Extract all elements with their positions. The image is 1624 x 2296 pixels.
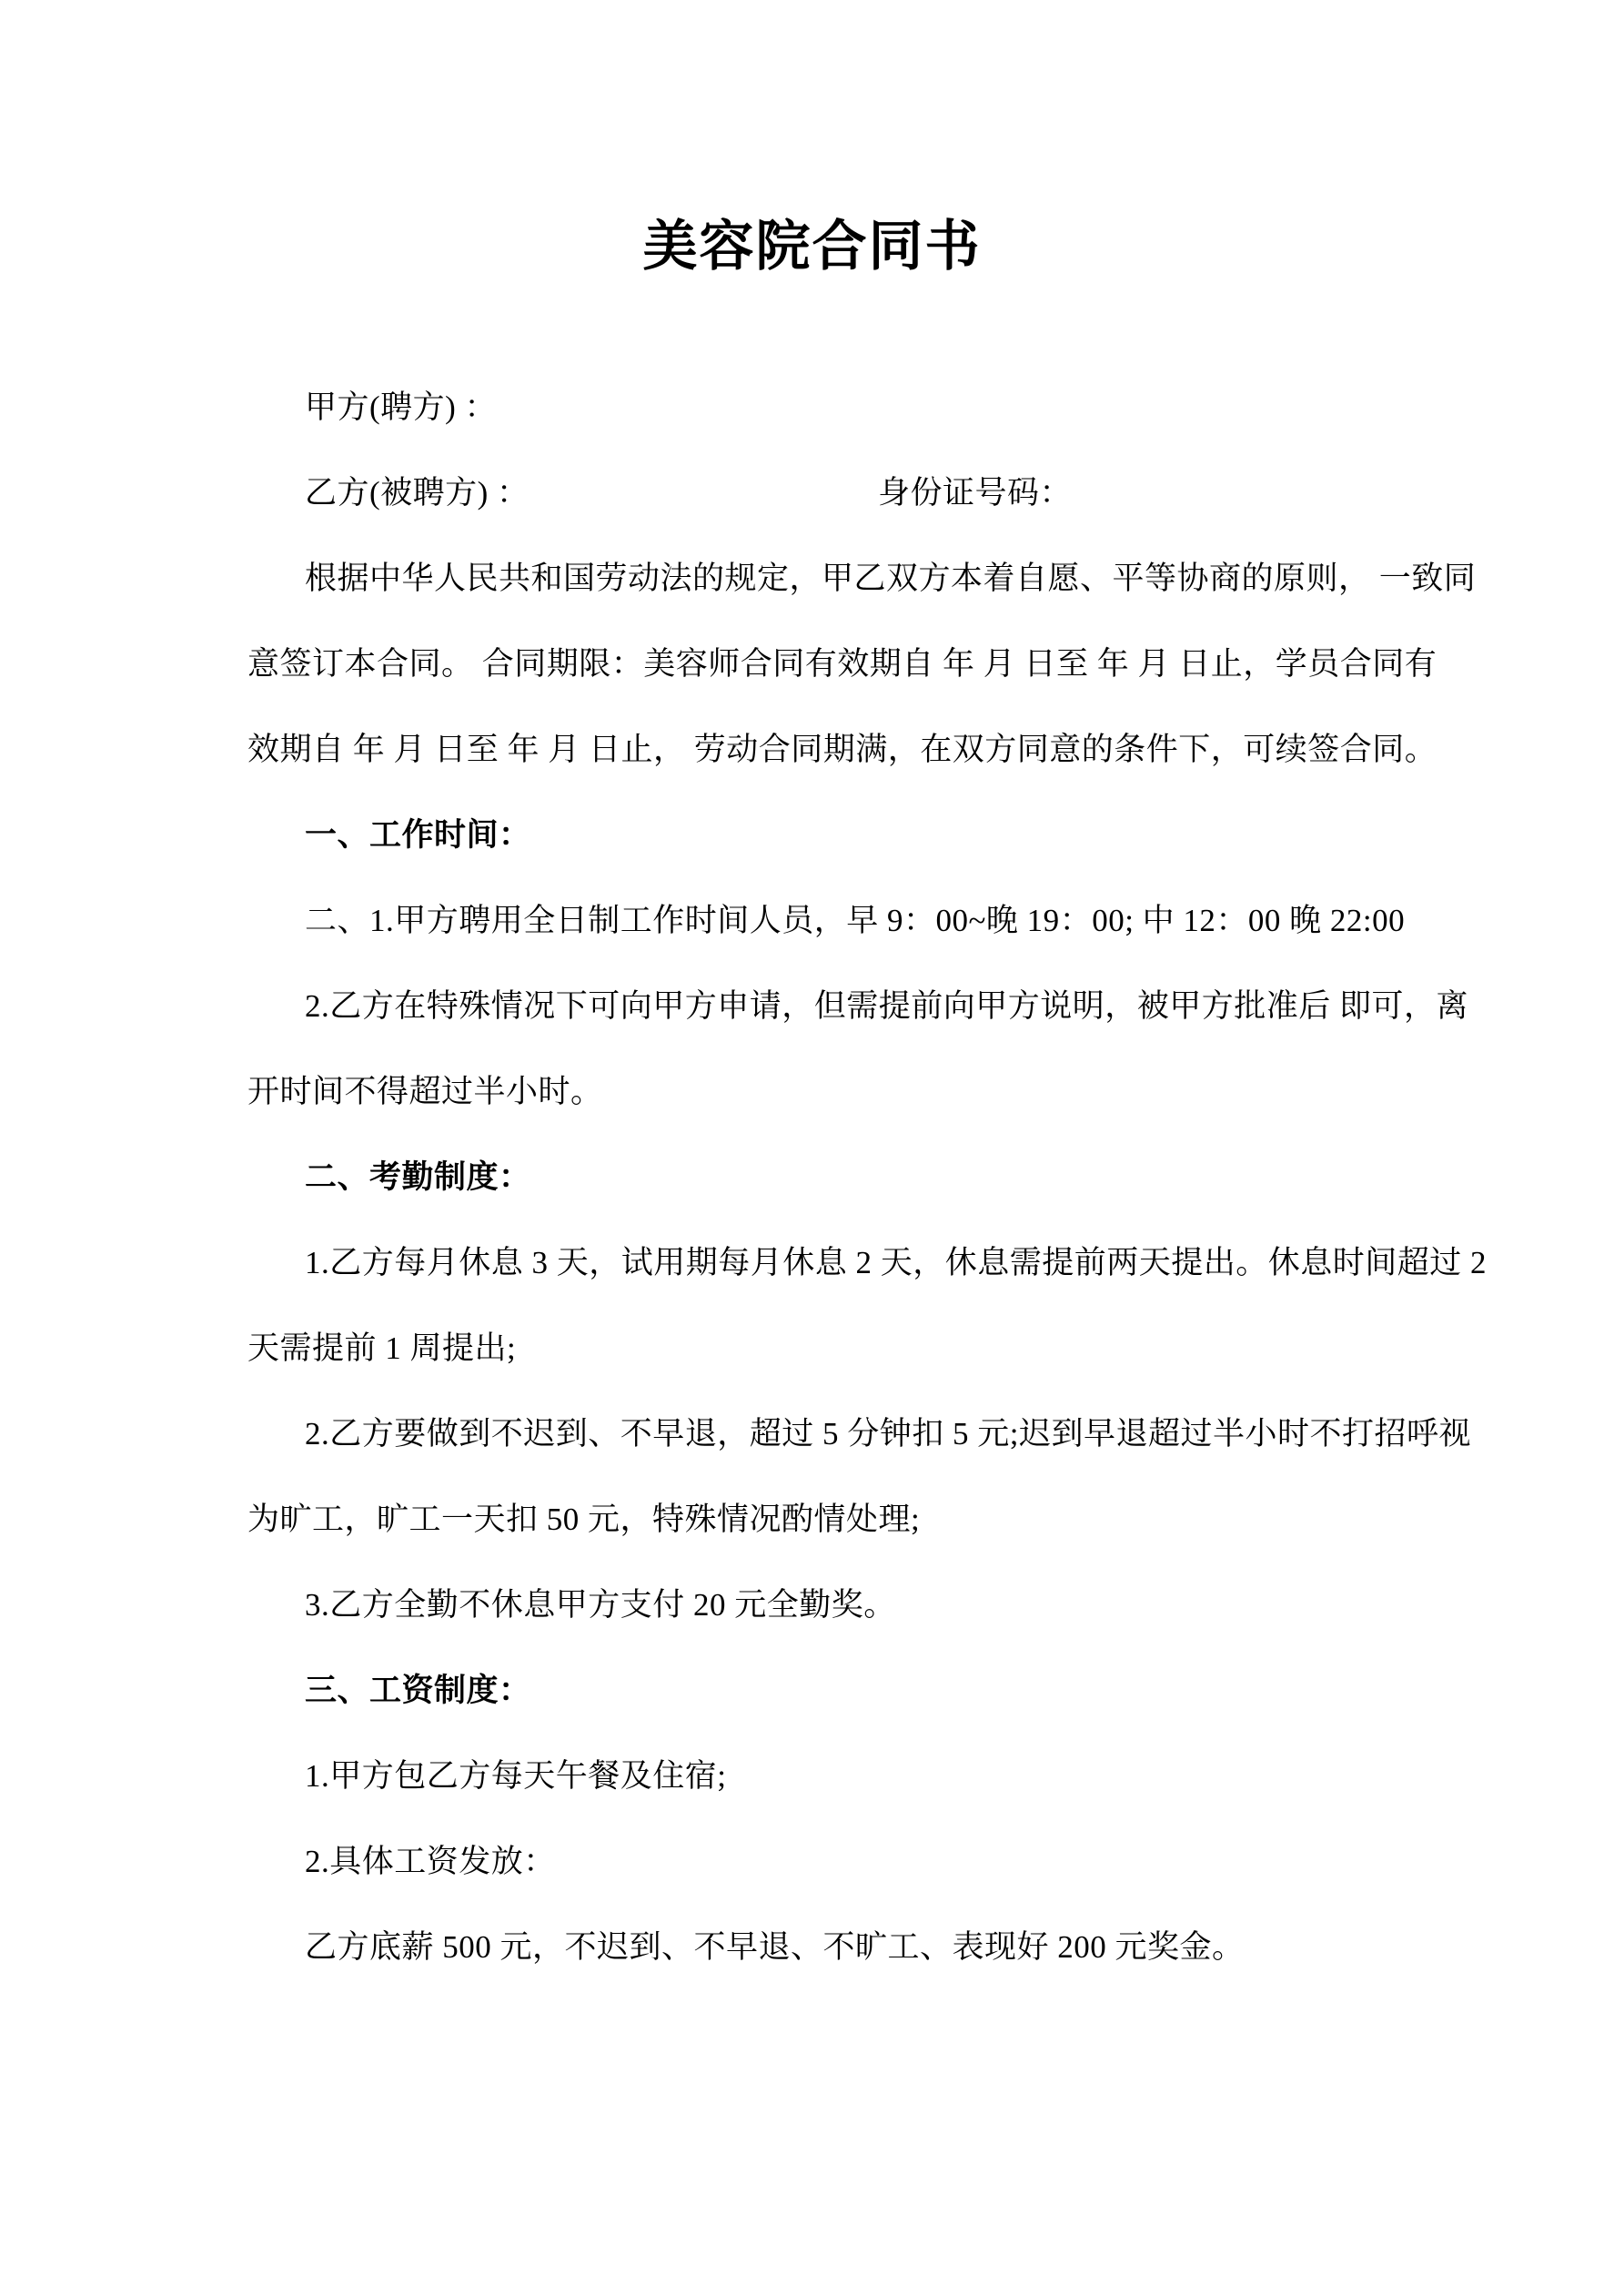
clause-line: 2.乙方要做到不迟到、不早退，超过 5 分钟扣 5 元;迟到早退超过半小时不打招呼视 (305, 1416, 1471, 1451)
party-b-line (247, 450, 1377, 536)
clause-line: 天需提前 1 周提出; (247, 1330, 517, 1366)
intro-line: 意签订本合同。 合同期限：美容师合同有效期自 年 月 日至 年 月 日止，学员合同有 (247, 646, 1437, 682)
clause-line: 开时间不得超过半小时。 (247, 1074, 603, 1109)
party-b-label: 乙方(被聘方) ： (305, 475, 530, 511)
clause-line: 乙方底薪 500 元，不迟到、不早退、不旷工、表现好 200 元奖金。 (305, 1929, 1245, 1965)
clause-line: 为旷工，旷工一天扣 50 元，特殊情况酌情处理; (247, 1502, 921, 1537)
clause-line: 3.乙方全勤不休息甲方支付 20 元全勤奖。 (305, 1587, 896, 1623)
clause-line: 1.甲方包乙方每天午餐及住宿; (305, 1758, 727, 1794)
intro-line: 效期自 年 月 日至 年 月 日止， 劳动合同期满，在双方同意的条件下，可续签合同。 (247, 732, 1437, 767)
id-number-label: 身份证号码： (878, 475, 1073, 511)
section-1-heading: 一、工作时间： (305, 817, 531, 853)
document-body (247, 365, 1488, 1990)
party-a-line: 甲方(聘方) ： (305, 389, 498, 425)
intro-line: 根据中华人民共和国劳动法的规定，甲乙双方本着自愿、平等协商的原则， 一致同 (305, 561, 1477, 596)
clause-line: 二、1.甲方聘用全日制工作时间人员，早 9：00~晚 19：00; 中 12：00 晚 22:00 (305, 903, 1406, 938)
clause-line: 2.具体工资发放： (305, 1844, 556, 1879)
clause-line: 2.乙方在特殊情况下可向甲方申请，但需提前向甲方说明，被甲方批准后 即可，离 (305, 988, 1469, 1024)
clause-line: 1.乙方每月休息 3 天，试用期每月休息 2 天，休息需提前两天提出。休息时间超过 2 (305, 1245, 1488, 1280)
document-title: 美容院合同书 (642, 217, 982, 277)
section-2-heading: 二、考勤制度： (305, 1159, 531, 1195)
section-3-heading: 三、工资制度： (305, 1673, 531, 1708)
